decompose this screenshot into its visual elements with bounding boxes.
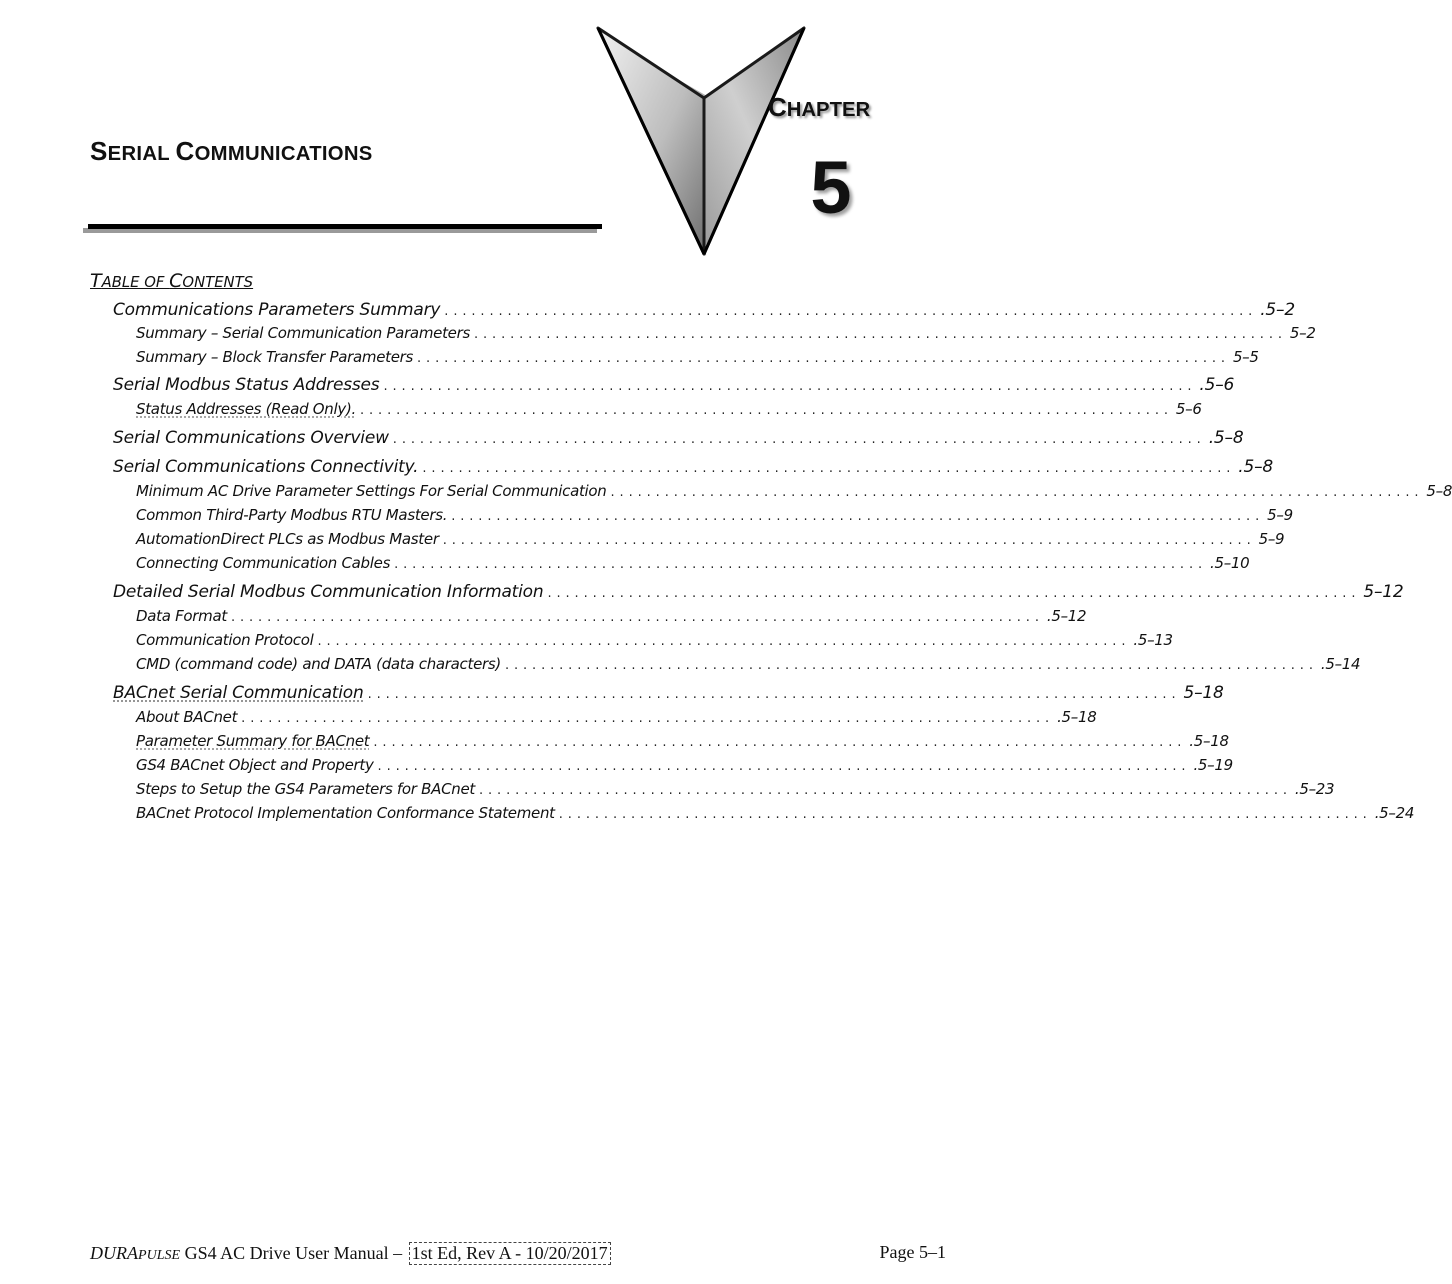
toc-entry[interactable] [113,375,1235,395]
toc-entry-page: .5–24 [1374,804,1415,822]
toc-subentry[interactable] [136,756,1233,774]
toc-entry-page: .5–18 [1189,732,1229,750]
toc-heading: TABLE OF CONTENTS [90,270,254,292]
toc-dot-leader: .......................................................................................... [392,432,1206,447]
toc-entry-title: Communications Parameters Summary [113,300,441,320]
toc-subentry[interactable] [136,554,1250,572]
chapter-label: CHAPTER [768,92,871,122]
toc-entry-title: CMD (command code) and DATA (data characters) [136,655,501,673]
toc-entry-title: Communication Protocol [136,631,314,649]
toc-entry-page: 5–12 [1363,582,1404,602]
toc-subentry[interactable] [136,804,1415,822]
toc-entry[interactable] [113,428,1244,448]
toc-entry-title: Connecting Communication Cables [136,554,391,572]
toc-entry-title: Status Addresses (Read Only). [136,400,356,418]
toc-entry-title: Serial Communications Connectivity. [113,457,419,477]
toc-dot-leader: .......................................................................................... [422,461,1236,476]
toc-subentry[interactable] [136,655,1361,673]
toc-subentry[interactable] [136,348,1259,366]
toc-dot-leader: .......................................................................................... [478,783,1292,798]
toc-entry-page: 5–9 [1258,530,1285,548]
toc-subentry[interactable] [136,506,1293,524]
toc-dot-leader: .......................................................................................... [504,658,1318,673]
footer-edition: 1st Ed, Rev A - 10/20/2017 [409,1242,611,1265]
toc-subentry[interactable] [136,324,1316,342]
toc-entry-page: 5–2 [1289,324,1316,342]
toc-entry[interactable] [113,300,1295,320]
toc-dot-leader: .......................................................................................... [317,634,1131,649]
toc-subentry[interactable] [136,530,1285,548]
toc-entry-title: GS4 BACnet Object and Property [136,756,374,774]
toc-entry-page: .5–18 [1057,708,1097,726]
toc-entry-page: 5–6 [1175,400,1202,418]
toc-entry-title: Serial Communications Overview [113,428,389,448]
toc-entry-page: 5–5 [1232,348,1259,366]
toc-entry-title: Summary – Serial Communication Parameters [136,324,470,342]
toc-entry[interactable] [113,683,1224,703]
toc-entry-page: .5–14 [1320,655,1361,673]
toc-entry-page: .5–10 [1210,554,1250,572]
toc-subentry[interactable] [136,631,1173,649]
toc-entry-page: .5–6 [1199,375,1235,395]
toc-dot-leader: .......................................................................................... [367,687,1181,702]
footer-brand: DURAPULSE [90,1243,181,1263]
toc-entry-page: .5–19 [1193,756,1233,774]
toc-dot-leader: .......................................................................................... [444,304,1258,319]
toc-subentry[interactable] [136,780,1335,798]
toc-dot-leader: .......................................................................................... [451,509,1265,524]
toc-dot-leader: .......................................................................................... [394,557,1208,572]
footer-page-number: Page 5–1 [879,1242,946,1262]
toc-entry-page: .5–8 [1208,428,1244,448]
toc-entry-title: Serial Modbus Status Addresses [113,375,380,395]
toc-entry-title: AutomationDirect PLCs as Modbus Master [136,530,439,548]
toc-entry-title: BACnet Serial Communication [113,683,364,703]
toc-dot-leader: .......................................................................................... [610,485,1424,500]
toc-dot-leader: .......................................................................................... [359,403,1173,418]
toc-entry-title: Minimum AC Drive Parameter Settings For Serial Communication [136,482,607,500]
toc-entry-page: 5–8 [1426,482,1452,500]
toc-dot-leader: .......................................................................................... [230,610,1044,625]
toc-subentry[interactable] [136,482,1452,500]
chapter-number: 5 [810,146,852,229]
toc-dot-leader: .......................................................................................... [241,711,1055,726]
toc-dot-leader: .......................................................................................... [373,735,1187,750]
toc-subentry[interactable] [136,607,1087,625]
toc-entry[interactable] [113,582,1404,602]
toc-dot-leader: .......................................................................................... [473,327,1287,342]
toc-subentry[interactable] [136,708,1097,726]
toc-entry-page: .5–8 [1238,457,1274,477]
toc-entry-page: 5–18 [1183,683,1224,703]
toc-dot-leader: .......................................................................................... [383,379,1197,394]
toc-entry-title: Detailed Serial Modbus Communication Information [113,582,544,602]
toc-entry[interactable] [113,457,1274,477]
toc-dot-leader: .......................................................................................... [547,586,1361,601]
toc-entry-title: BACnet Protocol Implementation Conformance Statement [136,804,555,822]
toc-entry-title: Common Third-Party Modbus RTU Masters. [136,506,448,524]
toc-entry-page: .5–2 [1260,300,1295,320]
toc-entry-page: .5–12 [1046,607,1087,625]
toc-entry-title: Steps to Setup the GS4 Parameters for BACnet [136,780,475,798]
toc-entry-page: 5–9 [1267,506,1293,524]
chapter-title: SERIAL COMMUNICATIONS [90,136,373,166]
toc-dot-leader: .......................................................................................... [417,351,1230,366]
toc-subentry[interactable] [136,732,1229,750]
toc-entry-title: Summary – Block Transfer Parameters [136,348,414,366]
toc-entry-page: .5–23 [1294,780,1335,798]
toc-subentry[interactable] [136,400,1202,418]
toc-entry-page: .5–13 [1133,631,1173,649]
footer-manual-title: DURAPULSE GS4 AC Drive User Manual – 1st Ed, Rev A - 10/20/2017 [90,1242,611,1265]
toc-dot-leader: .......................................................................................... [377,759,1191,774]
toc-entry-title: Parameter Summary for BACnet [136,732,370,750]
toc-dot-leader: .......................................................................................... [558,807,1372,822]
toc-entry-title: About BACnet [136,708,238,726]
toc-dot-leader: .......................................................................................... [442,533,1256,548]
toc-entry-title: Data Format [136,607,227,625]
